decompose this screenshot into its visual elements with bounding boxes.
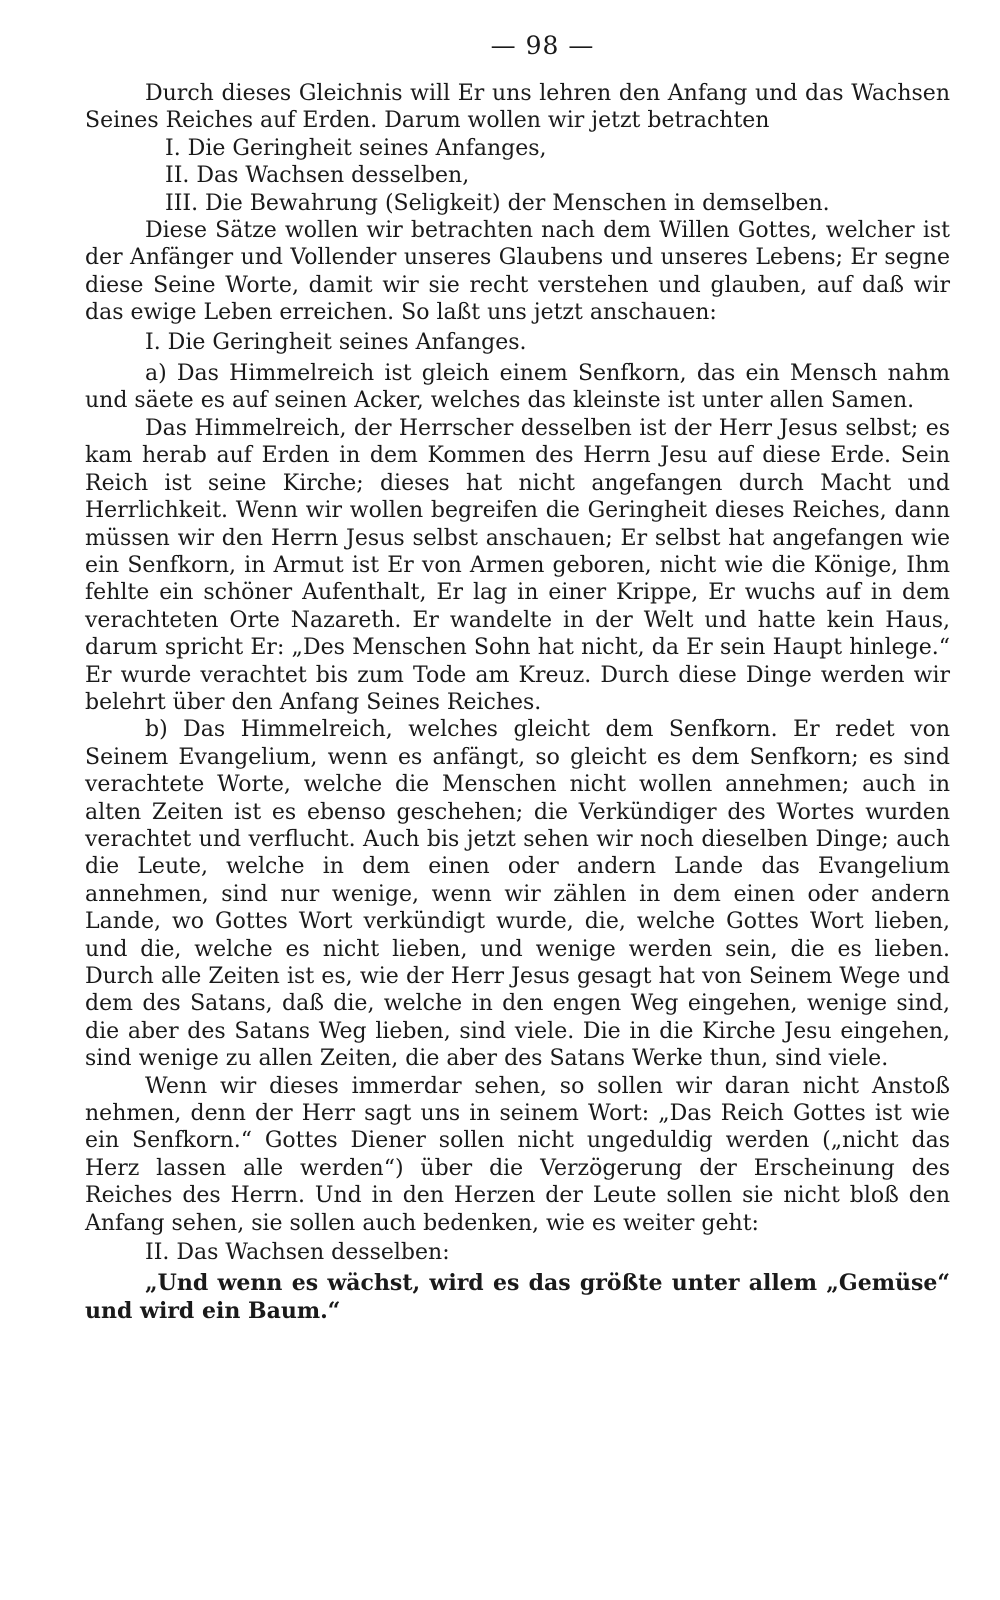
outline-item-1: I. Die Geringheit seines Anfanges, (165, 135, 547, 161)
section-heading-2: II. Das Wachsen desselben: (145, 1240, 450, 1266)
paragraph-himmelreich: Das Himmelreich, der Herrscher desselben ist der Herr Jesus selbst; es kam herab auf Erden in dem Kommen des Herrn Jesu auf diese Erde. Sein Reich ist seine Kirche; dieses hat nicht angefangen durch Macht und Herrlichkeit. Wenn wir wollen begreifen die Geringheit dieses Reiches, dann müssen wir den Herrn Jesus selbst anschauen; Er selbst hat angefangen wie ein Senfkorn, in Armut ist Er von Armen geboren, nicht wie die Könige, Ihm fehlte ein schöner Aufenthalt, Er lag in einer Krippe, Er wuchs auf in dem verachteten Orte Nazareth. Er wandelte in der Welt und hatte kein Haus, darum spricht Er: „Des Menschen Sohn hat nicht, da Er sein Haupt hinlege.“ Er wurde verachtet bis zum Tode am Kreuz. Durch diese Dinge werden wir belehrt über den Anfang Seines Reiches. (85, 415, 950, 715)
paragraph-a: a) Das Himmelreich ist gleich einem Senfkorn, das ein Mensch nahm und säete es auf seinen Acker, welches das kleinste ist unter allen Samen. (85, 361, 950, 414)
paragraph-b: b) Das Himmelreich, welches gleicht dem Senfkorn. Er redet von Seinem Evangelium, wenn es anfängt, so gleicht es dem Senfkorn; es sind verachtete Worte, welche die Menschen nicht wollen annehmen; auch in alten Zeiten ist es ebenso geschehen; die Verkündiger des Wortes wurden verachtet und verflucht. Auch bis jetzt sehen wir noch dieselben Dinge; auch die Leute, welche in dem einen oder andern Lande das Evangelium annehmen, sind nur wenige, wenn wir zählen in dem einen oder andern Lande, wo Gottes Wort verkündigt wurde, die, welche Gottes Wort lieben, und die, welche es nicht lieben, und wenige werden sein, die es lieben. Durch alle Zeiten ist es, wie der Herr Jesus gesagt hat von Seinem Wege und dem des Satans, daß die, welche in den engen Weg eingehen, wenige sind, die aber des Satans Weg lieben, sind viele. Die in die Kirche Jesu eingehen, sind wenige zu allen Zeiten, die aber des Satans Werke thun, sind viele. (85, 717, 950, 1072)
scripture-quote: „Und wenn es wächst, wird es das größte unter allem „Gemüse“ und wird ein Baum.“ (85, 1270, 950, 1324)
book-page (85, 30, 950, 1570)
intro-paragraph: Durch dieses Gleichnis will Er uns lehren den Anfang und das Wachsen Seines Reiches auf Erden. Darum wollen wir jetzt betrachten (85, 81, 950, 134)
section-heading-1: I. Die Geringheit seines Anfanges. (145, 329, 527, 355)
paragraph-wenn: Wenn wir dieses immerdar sehen, so sollen wir daran nicht Anstoß nehmen, denn der Herr sagt uns in seinem Wort: „Das Reich Gottes ist wie ein Senfkorn.“ Gottes Diener sollen nicht ungeduldig werden („nicht das Herz lassen alle werden“) über die Verzögerung der Erscheinung des Reiches des Herrn. Und in den Herzen der Leute sollen sie nicht bloß den Anfang sehen, sie sollen auch bedenken, wie es weiter geht: (85, 1073, 950, 1236)
paragraph-saetze: Diese Sätze wollen wir betrachten nach dem Willen Gottes, welcher ist der Anfänger und Vollender unseres Glaubens und unseres Lebens; Er segne diese Seine Worte, damit wir sie recht verstehen und glauben, auf daß wir das ewige Leben erreichen. So laßt uns jetzt anschauen: (85, 218, 950, 326)
outline-item-2: II. Das Wachsen desselben, (165, 163, 470, 189)
outline-item-3: III. Die Bewahrung (Seligkeit) der Menschen in demselben. (165, 190, 830, 216)
page-number: — 98 — (490, 31, 595, 60)
